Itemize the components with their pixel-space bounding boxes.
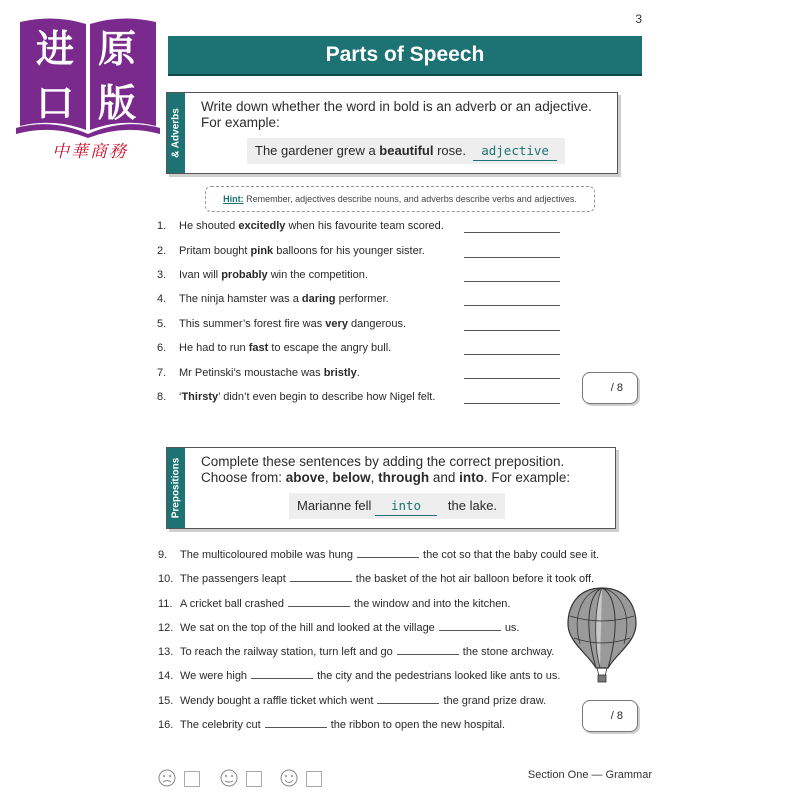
neutral-face-icon[interactable] <box>220 769 238 787</box>
question-row: 8. ‘Thirsty’ didn’t even begin to describe how Nigel felt. <box>157 391 436 403</box>
prepositions-instruction-box <box>166 447 616 529</box>
section-tab: Prepositions <box>167 448 185 528</box>
checkbox[interactable] <box>184 771 200 787</box>
page-title: Parts of Speech <box>168 36 642 76</box>
answer-blank[interactable] <box>288 596 350 607</box>
score-box: / 8 <box>582 372 638 404</box>
answer-blank[interactable] <box>290 571 352 582</box>
question-row: 12. We sat on the top of the hill and looked at the village us. <box>158 622 520 634</box>
score-box: / 8 <box>582 700 638 732</box>
answer-line[interactable] <box>464 281 560 282</box>
example-sentence: Marianne fell into the lake. <box>289 493 505 519</box>
question-row: 5. This summer’s forest fire was very dangerous. <box>157 318 407 330</box>
question-row: 1. He shouted excitedly when his favourite team scored. <box>157 220 444 232</box>
question-row: 9. The multicoloured mobile was hung the cot so that the baby could see it. <box>158 549 600 561</box>
answer-line[interactable] <box>464 354 560 355</box>
answer-blank[interactable] <box>265 717 327 728</box>
question-row: 15. Wendy bought a raffle ticket which went the grand prize draw. <box>158 695 547 707</box>
instruction-text: Write down whether the word in bold is an adverb or an adjective. For example: <box>201 99 592 130</box>
page-number: 3 <box>635 12 642 26</box>
logo-char: 进 <box>36 27 75 71</box>
section-tab: & Adverbs <box>167 93 185 173</box>
answer-line[interactable] <box>464 232 560 233</box>
hot-air-balloon-icon <box>566 586 638 686</box>
question-row: 14. We were high the city and the pedestrians looked like ants to us. <box>158 670 561 682</box>
question-row: 7. Mr Petinski’s moustache was bristly. <box>157 367 360 379</box>
answer-blank[interactable] <box>377 693 439 704</box>
answer-blank[interactable] <box>357 547 419 558</box>
answer-line[interactable] <box>464 330 560 331</box>
question-row: 2. Pritam bought pink balloons for his younger sister. <box>157 245 425 257</box>
answer-blank[interactable] <box>251 668 313 679</box>
logo-char: 版 <box>98 81 137 125</box>
answer-line[interactable] <box>464 378 560 379</box>
sad-face-icon[interactable] <box>158 769 176 787</box>
example-answer: into <box>375 497 437 516</box>
logo-slogan: 中華商務 <box>52 142 128 162</box>
answer-line[interactable] <box>464 305 560 306</box>
question-row: 4. The ninja hamster was a daring performer. <box>157 293 389 305</box>
happy-face-icon[interactable] <box>280 769 298 787</box>
answer-line[interactable] <box>464 403 560 404</box>
answer-blank[interactable] <box>397 644 459 655</box>
logo-char: 口 <box>36 81 75 125</box>
example-sentence: The gardener grew a beautiful rose. adjective <box>247 138 565 164</box>
question-row: 13. To reach the railway station, turn left and go the stone archway. <box>158 646 555 658</box>
question-row: 16. The celebrity cut the ribbon to open the new hospital. <box>158 719 505 731</box>
checkbox[interactable] <box>306 771 322 787</box>
question-row: 11. A cricket ball crashed the window and into the kitchen. <box>158 598 511 610</box>
instruction-text: Complete these sentences by adding the correct preposition. Choose from: above, below, through and into. For example: <box>201 454 571 485</box>
question-row: 3. Ivan will probably win the competition. <box>157 269 368 281</box>
question-row: 10. The passengers leapt the basket of the hot air balloon before it took off. <box>158 573 595 585</box>
question-row: 6. He had to run fast to escape the angry bull. <box>157 342 392 354</box>
hint-box: Hint: Remember, adjectives describe nouns, and adverbs describe verbs and adjectives. <box>205 186 595 212</box>
checkbox[interactable] <box>246 771 262 787</box>
adverbs-instruction-box <box>166 92 618 174</box>
answer-blank[interactable] <box>439 620 501 631</box>
answer-line[interactable] <box>464 257 560 258</box>
example-answer: adjective <box>473 142 557 161</box>
footer-section-label: Section One — Grammar <box>527 769 652 781</box>
logo-char: 原 <box>98 27 137 71</box>
